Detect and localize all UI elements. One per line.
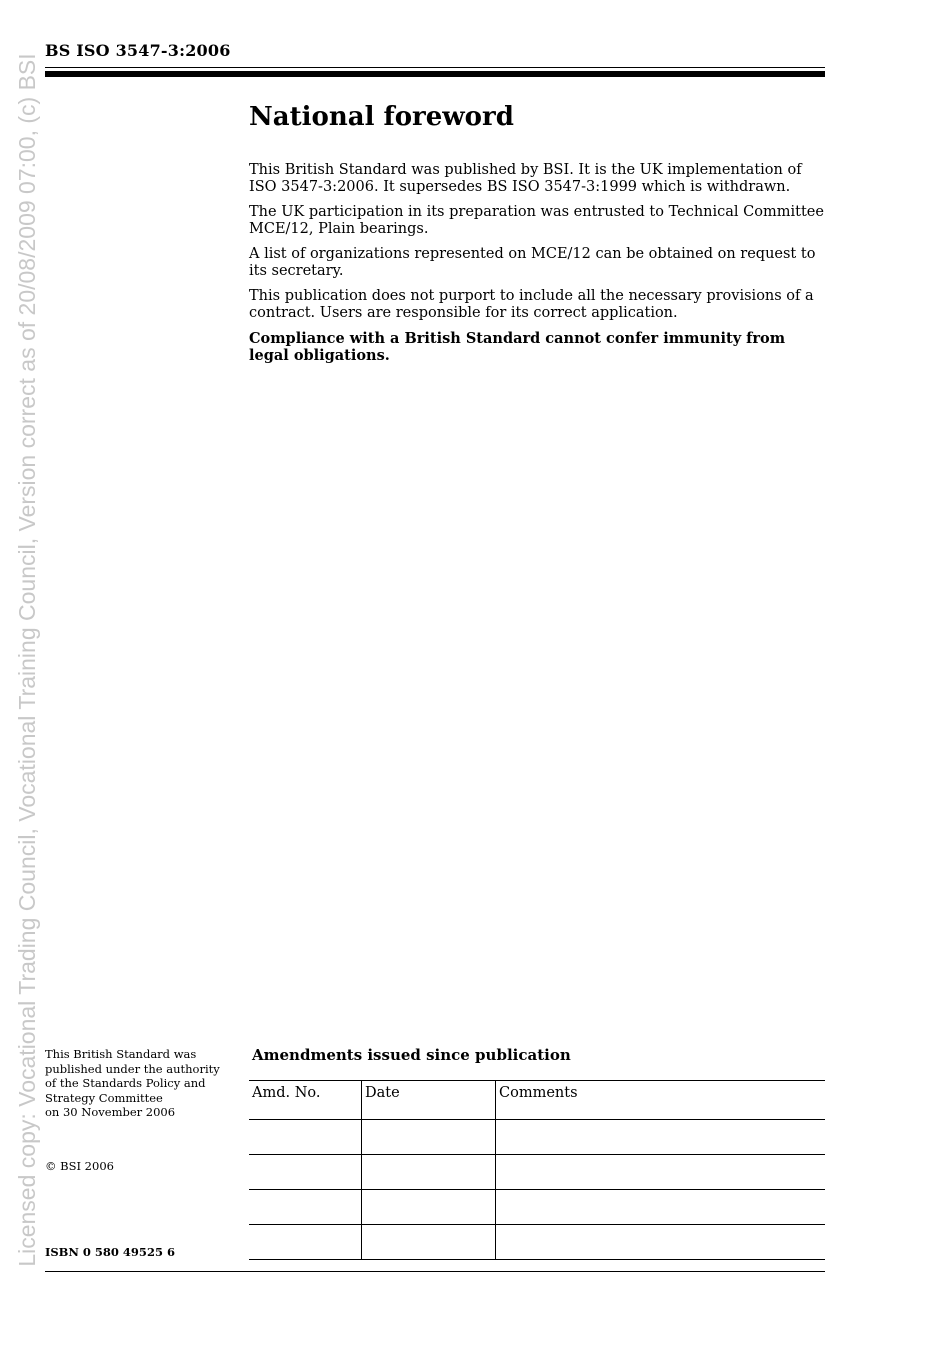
compliance-statement: Compliance with a British Standard cannot confer immunity from legal obligations. bbox=[249, 330, 786, 364]
table-row bbox=[249, 1120, 825, 1155]
authority-line: This British Standard was bbox=[45, 1047, 197, 1061]
table-row bbox=[249, 1155, 825, 1190]
table-cell bbox=[496, 1155, 826, 1190]
licence-watermark bbox=[0, 0, 60, 1345]
footer-rule bbox=[45, 1271, 825, 1272]
table-header-row bbox=[249, 1081, 825, 1120]
column-header-amd-no: Amd. No. bbox=[249, 1081, 362, 1120]
table-cell bbox=[362, 1120, 496, 1155]
table-cell bbox=[496, 1190, 826, 1225]
table-cell bbox=[249, 1155, 362, 1190]
authority-line: Strategy Committee bbox=[45, 1090, 163, 1105]
amendments-title: Amendments issued since publication bbox=[252, 1046, 571, 1064]
paragraph-publication: This British Standard was published by BSI. It is the UK implementation of ISO 3547-3:2006. It supersedes BS ISO 3547-3:1999 which is withdrawn. bbox=[249, 162, 802, 195]
authority-note bbox=[45, 1047, 235, 1120]
paragraph-provisions: This publication does not purport to include all the necessary provisions of a contract. Users are responsible for its correct application. bbox=[249, 288, 814, 321]
column-header-date: Date bbox=[362, 1081, 496, 1120]
paragraph-participation: The UK participation in its preparation was entrusted to Technical Committee MCE/12, Plain bearings. bbox=[249, 204, 824, 237]
foreword-section bbox=[249, 100, 825, 372]
page-title: National foreword bbox=[249, 102, 514, 132]
isbn: ISBN 0 580 49525 6 bbox=[45, 1245, 175, 1259]
column-header-comments: Comments bbox=[496, 1081, 826, 1120]
header-rule-thick bbox=[45, 71, 825, 77]
authority-line: of the Standards Policy and bbox=[45, 1076, 206, 1090]
authority-line: on 30 November 2006 bbox=[45, 1105, 176, 1119]
table-cell bbox=[249, 1190, 362, 1225]
table-row bbox=[249, 1190, 825, 1225]
paragraph-organizations: A list of organizations represented on MCE/12 can be obtained on request to its secretary. bbox=[249, 246, 816, 279]
document-id: BS ISO 3547-3:2006 bbox=[45, 41, 231, 60]
table-cell bbox=[362, 1190, 496, 1225]
table-cell bbox=[249, 1225, 362, 1260]
watermark-text: Licensed copy: Vocational Trading Council, Vocational Training Council, Version correct as of 20/08/2009 07:00, (c) BSI bbox=[14, 53, 40, 1267]
header-rule-thin bbox=[45, 67, 825, 68]
table-cell bbox=[496, 1225, 826, 1260]
table-cell bbox=[362, 1225, 496, 1260]
copyright-notice: © BSI 2006 bbox=[45, 1159, 114, 1173]
table-cell bbox=[249, 1120, 362, 1155]
table-cell bbox=[362, 1155, 496, 1190]
amendments-table bbox=[249, 1080, 825, 1260]
authority-line: published under the authority bbox=[45, 1061, 220, 1076]
table-row bbox=[249, 1225, 825, 1260]
table-cell bbox=[496, 1120, 826, 1155]
